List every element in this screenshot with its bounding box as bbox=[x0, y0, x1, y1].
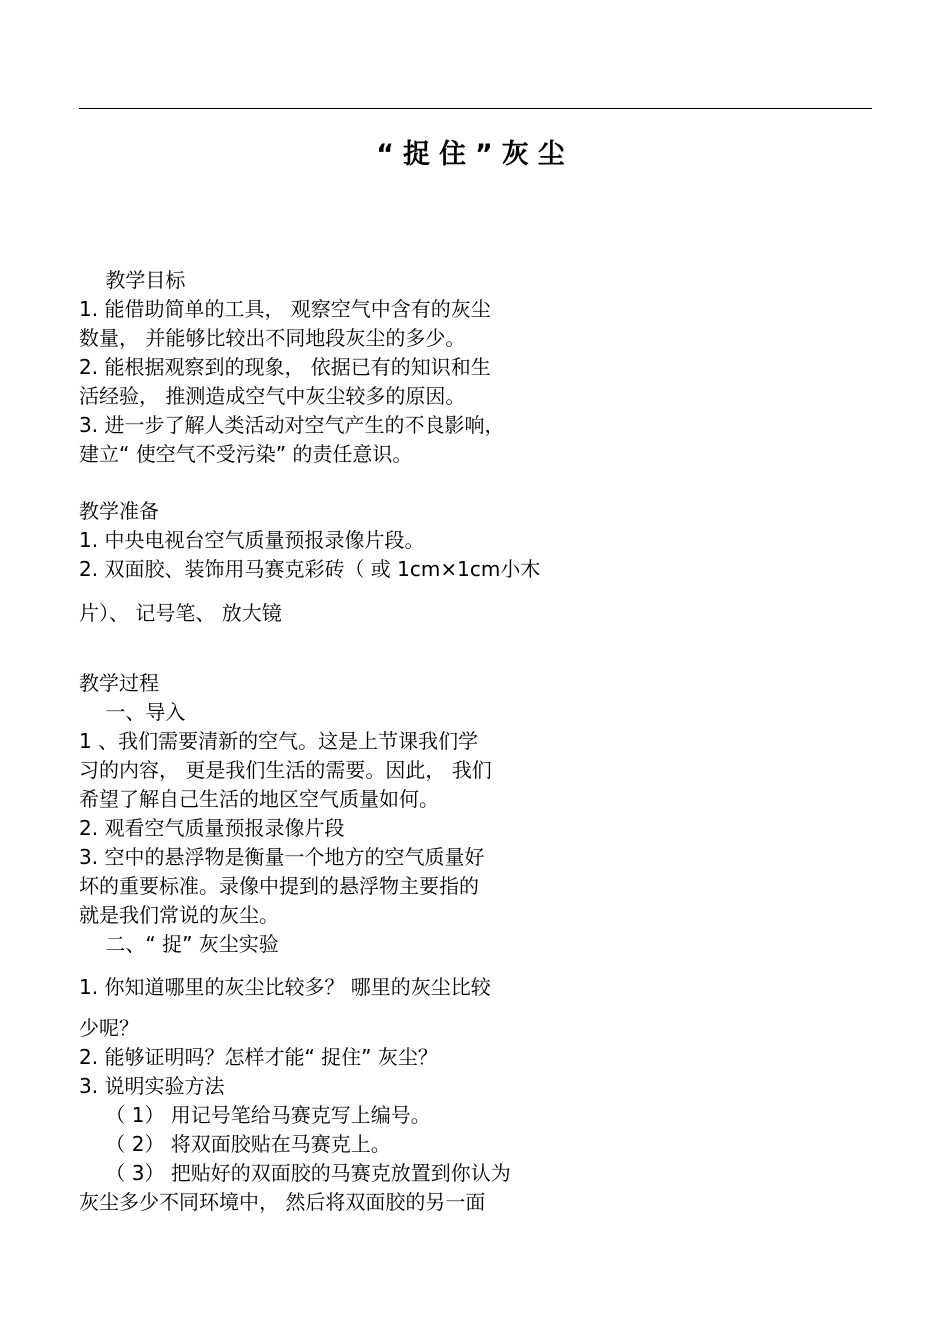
subheading-experiment: 二、“ 捉” 灰尘实验 bbox=[79, 932, 279, 956]
paragraph-line: 就是我们常说的灰尘。 bbox=[79, 903, 279, 927]
paragraph-line: 1 、我们需要清新的空气。这是上节课我们学 bbox=[79, 729, 479, 753]
paragraph-line: 数量， 并能够比较出不同地段灰尘的多少。 bbox=[79, 326, 466, 350]
paragraph-line: 习的内容， 更是我们生活的需要。因此， 我们 bbox=[79, 758, 492, 782]
paragraph-line: 片）、 记号笔、 放大镜 bbox=[79, 601, 282, 625]
paragraph-line: 1. 中央电视台空气质量预报录像片段。 bbox=[79, 528, 425, 552]
section-heading-process: 教学过程 bbox=[79, 671, 159, 695]
paragraph-line: 希望了解自己生活的地区空气质量如何。 bbox=[79, 787, 439, 811]
section-heading-objectives: 教学目标 bbox=[79, 268, 186, 292]
paragraph-line: 2. 能根据观察到的现象， 依据已有的知识和生 bbox=[79, 355, 491, 379]
paragraph-line: 3. 空中的悬浮物是衡量一个地方的空气质量好 bbox=[79, 845, 485, 869]
paragraph-line: 少呢？ bbox=[79, 1016, 139, 1040]
paragraph-line: 2. 能够证明吗？怎样才能“ 捉住” 灰尘？ bbox=[79, 1045, 438, 1069]
section-heading-preparation: 教学准备 bbox=[79, 499, 159, 523]
document-title: “捉住”灰尘 bbox=[376, 139, 574, 170]
paragraph-line: 1. 你知道哪里的灰尘比较多？ 哪里的灰尘比较 bbox=[79, 975, 491, 999]
header-rule bbox=[79, 108, 872, 109]
paragraph-line: （ 3） 把贴好的双面胶的马赛克放置到你认为 bbox=[79, 1161, 511, 1185]
paragraph-line: （ 1） 用记号笔给马赛克写上编号。 bbox=[79, 1103, 431, 1127]
paragraph-line: 坏的重要标准。录像中提到的悬浮物主要指的 bbox=[79, 874, 479, 898]
paragraph-line: 3. 进一步了解人类活动对空气产生的不良影响， bbox=[79, 413, 505, 437]
paragraph-line: 建立“ 使空气不受污染” 的责任意识。 bbox=[79, 442, 413, 466]
subheading-intro: 一、导入 bbox=[79, 700, 186, 724]
paragraph-line: 灰尘多少不同环境中， 然后将双面胶的另一面 bbox=[79, 1190, 486, 1214]
paragraph-line: 3. 说明实验方法 bbox=[79, 1074, 225, 1098]
paragraph-line: （ 2） 将双面胶贴在马赛克上。 bbox=[79, 1132, 391, 1156]
paragraph-line: 2. 双面胶、装饰用马赛克彩砖（ 或 1cm×1cm小木 bbox=[79, 557, 541, 581]
paragraph-line: 1. 能借助简单的工具， 观察空气中含有的灰尘 bbox=[79, 297, 491, 321]
paragraph-line: 活经验， 推测造成空气中灰尘较多的原因。 bbox=[79, 384, 466, 408]
paragraph-line: 2. 观看空气质量预报录像片段 bbox=[79, 816, 345, 840]
